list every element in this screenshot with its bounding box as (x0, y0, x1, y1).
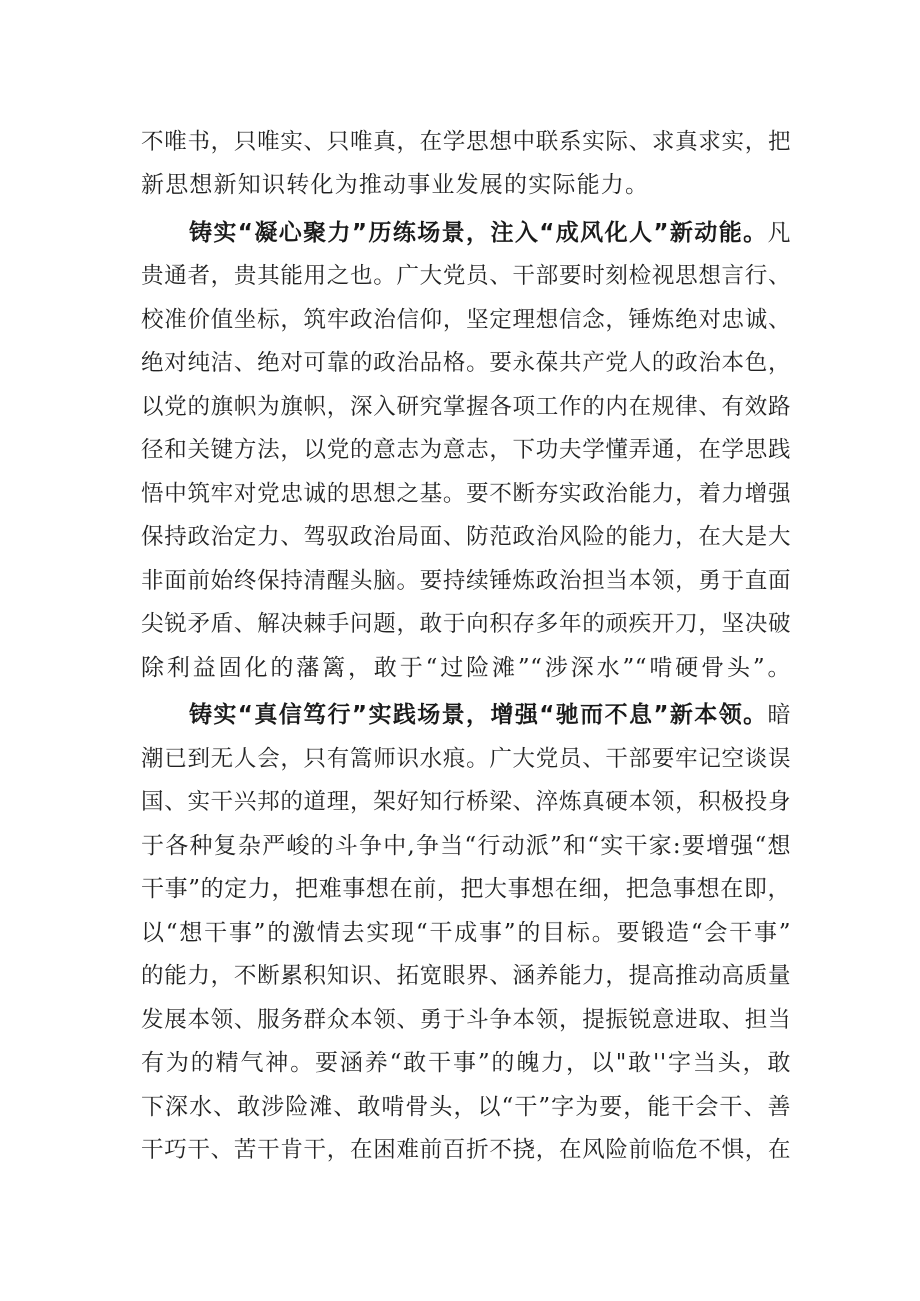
paragraph-2-line: 校准价值坐标，筑牢政治信仰，坚定理想信念，锤炼绝对忠诚、 (141, 307, 791, 333)
paragraph-3-line: 于各种复杂严峻的斗争中,争当“行动派”和“实干家:要增强“想 (141, 833, 791, 859)
paragraph-3-line: 干巧干、苦干肯干，在困难前百折不挠，在风险前临危不惧，在 (141, 1137, 791, 1163)
paragraph-2-line: 贵通者，贵其能用之也。广大党员、干部要时刻检视思想言行、 (141, 263, 791, 289)
paragraph-2-line: 以党的旗帜为旗帜，深入研究掌握各项工作的内在规律、有效路 (141, 394, 791, 420)
paragraph-2-first-line-rest: 凡 (767, 220, 791, 246)
paragraph-3-line: 下深水、敢涉险滩、敢啃骨头，以“干”字为要，能干会干、善 (141, 1094, 791, 1120)
paragraph-2-line: 保持政治定力、驾驭政治局面、防范政治风险的能力，在大是大 (141, 524, 791, 550)
paragraph-2-line: 尖锐矛盾、解决棘手问题，敢于向积存多年的顽疾开刀，坚决破 (141, 611, 791, 637)
paragraph-2-first-line (189, 213, 791, 253)
paragraph-2-heading: 铸实“凝心聚力”历练场景，注入“成风化人”新动能。 (189, 220, 768, 246)
paragraph-2-line: 除利益固化的藩篱，敢于“过险滩”“涉深水”“啃硬骨头”。 (141, 655, 791, 681)
paragraph-3-line: 有为的精气神。要涵养“敢干事”的魄力，以"敢''字当头，敢 (141, 1050, 791, 1076)
paragraph-3-line: 国、实干兴邦的道理，架好知行桥梁、淬炼真硬本领，积极投身 (141, 789, 791, 815)
paragraph-1-line-2: 新思想新知识转化为推动事业发展的实际能力。 (141, 172, 650, 198)
paragraph-3-line: 干事”的定力，把难事想在前，把大事想在细，把急事想在即， (141, 876, 791, 902)
paragraph-3-line: 的能力，不断累积知识、拓宽眼界、涵养能力，提高推动高质量 (141, 963, 791, 989)
paragraph-1-line-1: 不唯书，只唯实、只唯真，在学思想中联系实际、求真求实，把 (141, 129, 791, 155)
paragraph-3-line: 以“想干事”的激情去实现“干成事”的目标。要锻造“会干事” (141, 920, 791, 946)
paragraph-3-first-line-rest: 暗 (767, 702, 791, 728)
paragraph-3-first-line (189, 695, 791, 735)
paragraph-2-line: 悟中筑牢对党忠诚的思想之基。要不断夯实政治能力，着力增强 (141, 481, 791, 507)
paragraph-2-line: 绝对纯洁、绝对可靠的政治品格。要永葆共产党人的政治本色， (141, 350, 791, 376)
paragraph-3-line: 发展本领、服务群众本领、勇于斗争本领，提振锐意进取、担当 (141, 1007, 791, 1033)
paragraph-3-heading: 铸实“真信笃行”实践场景，增强“驰而不息”新本领。 (189, 702, 768, 728)
paragraph-2-line: 径和关键方法，以党的意志为意志，下功夫学懂弄通，在学思践 (141, 437, 791, 463)
paragraph-2-line: 非面前始终保持清醒头脑。要持续锤炼政治担当本领，勇于直面 (141, 568, 791, 594)
paragraph-3-line: 潮已到无人会，只有篙师识水痕。广大党员、干部要牢记空谈误 (141, 746, 791, 772)
